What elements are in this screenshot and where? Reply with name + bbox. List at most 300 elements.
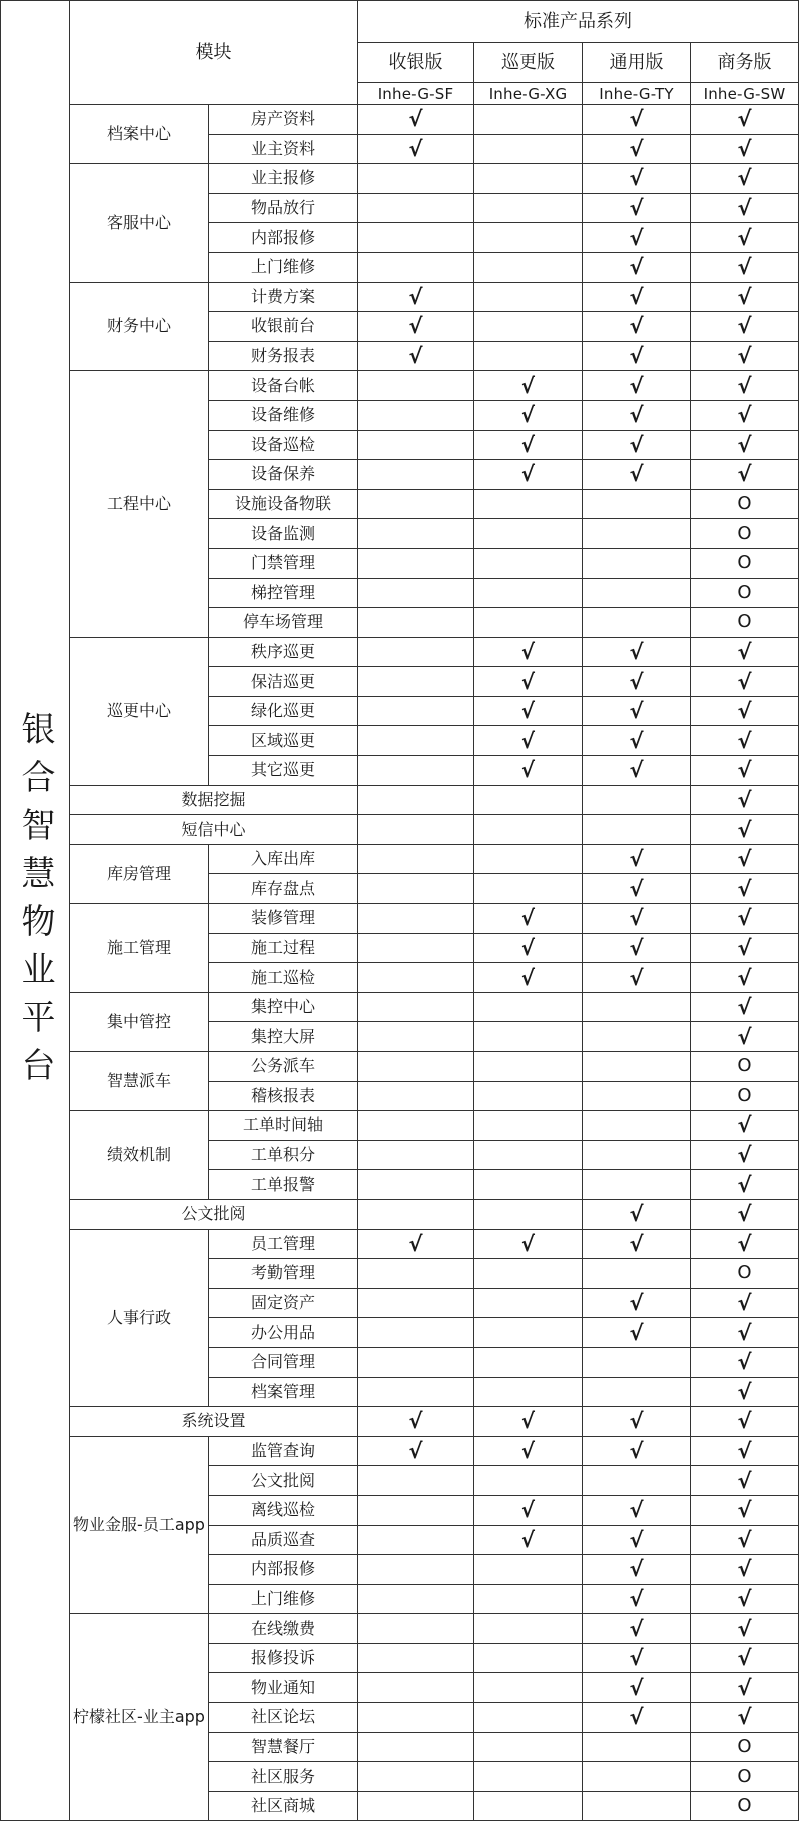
feature-name-cell: 社区论坛 bbox=[209, 1703, 358, 1733]
feature-name-cell: 秩序巡更 bbox=[209, 637, 358, 667]
edition-sf-mark: √ bbox=[358, 134, 474, 164]
edition-sf-mark bbox=[358, 1703, 474, 1733]
edition-ty-mark: √ bbox=[583, 252, 691, 282]
edition-xg-mark bbox=[474, 1081, 583, 1111]
feature-name-cell: 梯控管理 bbox=[209, 578, 358, 608]
edition-sf-mark bbox=[358, 1170, 474, 1200]
table-row bbox=[1, 105, 799, 135]
feature-name-cell: 档案管理 bbox=[209, 1377, 358, 1407]
edition-ty-mark: √ bbox=[583, 1229, 691, 1259]
edition-sw-mark: √ bbox=[691, 371, 799, 401]
table-row bbox=[1, 1199, 799, 1229]
edition-sf-mark bbox=[358, 400, 474, 430]
edition-xg-mark bbox=[474, 164, 583, 194]
edition-sw-mark: √ bbox=[691, 1584, 799, 1614]
feature-name-cell: 报修投诉 bbox=[209, 1643, 358, 1673]
edition-sf-mark bbox=[358, 1791, 474, 1821]
edition-xg-mark: √ bbox=[474, 1229, 583, 1259]
edition-sw-mark: √ bbox=[691, 460, 799, 490]
edition-ty-mark bbox=[583, 1466, 691, 1496]
edition-ty-mark: √ bbox=[583, 874, 691, 904]
edition-xg-mark bbox=[474, 312, 583, 342]
edition-sf-mark bbox=[358, 1288, 474, 1318]
edition-sw-mark: √ bbox=[691, 252, 799, 282]
edition-ty-mark: √ bbox=[583, 371, 691, 401]
edition-sw-mark: √ bbox=[691, 637, 799, 667]
edition-xg-mark: √ bbox=[474, 667, 583, 697]
edition-xg-mark: √ bbox=[474, 963, 583, 993]
edition-sw-mark: √ bbox=[691, 844, 799, 874]
edition-xg-mark bbox=[474, 992, 583, 1022]
edition-ty-mark: √ bbox=[583, 667, 691, 697]
edition-xg-mark: √ bbox=[474, 400, 583, 430]
edition-xg-mark: √ bbox=[474, 756, 583, 786]
edition-sf-mark bbox=[358, 963, 474, 993]
edition-sw-mark: √ bbox=[691, 667, 799, 697]
edition-ty-mark: √ bbox=[583, 134, 691, 164]
edition-sf-mark bbox=[358, 1614, 474, 1644]
edition-xg-mark bbox=[474, 578, 583, 608]
table-row bbox=[1, 637, 799, 667]
feature-name-cell: 房产资料 bbox=[209, 105, 358, 135]
edition-sw-mark: √ bbox=[691, 341, 799, 371]
edition-sw-mark: √ bbox=[691, 1436, 799, 1466]
feature-name-cell: 集控中心 bbox=[209, 992, 358, 1022]
feature-name-cell: 内部报修 bbox=[209, 223, 358, 253]
feature-name-cell: 监管查询 bbox=[209, 1436, 358, 1466]
edition-sf-mark bbox=[358, 1643, 474, 1673]
edition-sw-mark: √ bbox=[691, 785, 799, 815]
edition-ty-mark: √ bbox=[583, 312, 691, 342]
edition-ty-mark: √ bbox=[583, 105, 691, 135]
feature-name-cell: 施工巡检 bbox=[209, 963, 358, 993]
edition-xg-mark bbox=[474, 519, 583, 549]
edition-ty-mark: √ bbox=[583, 963, 691, 993]
module-name-cell: 智慧派车 bbox=[70, 1052, 209, 1111]
edition-xg-mark: √ bbox=[474, 430, 583, 460]
feature-name-cell: 在线缴费 bbox=[209, 1614, 358, 1644]
edition-sf-mark bbox=[358, 1584, 474, 1614]
edition-code-ty: Inhe-G-TY bbox=[583, 83, 691, 105]
edition-sw-mark: √ bbox=[691, 400, 799, 430]
module-name-cell: 柠檬社区-业主app bbox=[70, 1614, 209, 1821]
feature-name-cell: 办公用品 bbox=[209, 1318, 358, 1348]
edition-sw-mark: O bbox=[691, 1081, 799, 1111]
edition-ty-mark: √ bbox=[583, 637, 691, 667]
table-row bbox=[1, 1052, 799, 1082]
edition-sw-mark: O bbox=[691, 489, 799, 519]
edition-sf-mark bbox=[358, 223, 474, 253]
edition-ty-mark: √ bbox=[583, 1407, 691, 1437]
edition-sw-mark: √ bbox=[691, 904, 799, 934]
edition-xg-mark bbox=[474, 1791, 583, 1821]
edition-sw-mark: √ bbox=[691, 1199, 799, 1229]
table-row bbox=[1, 1436, 799, 1466]
edition-sf-mark bbox=[358, 371, 474, 401]
edition-xg-mark bbox=[474, 282, 583, 312]
edition-sw-mark: O bbox=[691, 1732, 799, 1762]
feature-name-cell: 品质巡查 bbox=[209, 1525, 358, 1555]
module-name-cell: 档案中心 bbox=[70, 105, 209, 164]
edition-xg-mark: √ bbox=[474, 637, 583, 667]
edition-ty-mark: √ bbox=[583, 193, 691, 223]
edition-sf-mark bbox=[358, 1081, 474, 1111]
edition-xg-mark bbox=[474, 1052, 583, 1082]
edition-ty-mark bbox=[583, 1347, 691, 1377]
edition-ty-mark: √ bbox=[583, 164, 691, 194]
edition-sf-mark bbox=[358, 193, 474, 223]
edition-ty-mark bbox=[583, 608, 691, 638]
table-row bbox=[1, 844, 799, 874]
feature-name-cell: 工单积分 bbox=[209, 1140, 358, 1170]
edition-sf-mark: √ bbox=[358, 282, 474, 312]
edition-xg-mark: √ bbox=[474, 1495, 583, 1525]
edition-xg-mark bbox=[474, 1259, 583, 1289]
edition-sw-mark: O bbox=[691, 1052, 799, 1082]
edition-sw-mark: O bbox=[691, 1791, 799, 1821]
edition-xg-mark: √ bbox=[474, 460, 583, 490]
feature-name-cell: 设备巡检 bbox=[209, 430, 358, 460]
edition-sw-mark: √ bbox=[691, 874, 799, 904]
module-name-cell: 施工管理 bbox=[70, 904, 209, 993]
feature-name-cell: 业主资料 bbox=[209, 134, 358, 164]
edition-sf-mark bbox=[358, 1140, 474, 1170]
edition-sw-mark: √ bbox=[691, 1229, 799, 1259]
edition-ty-mark bbox=[583, 489, 691, 519]
edition-xg-mark bbox=[474, 1643, 583, 1673]
table-row bbox=[1, 1229, 799, 1259]
edition-name-xg: 巡更版 bbox=[474, 43, 583, 83]
feature-name-cell: 计费方案 bbox=[209, 282, 358, 312]
edition-code-xg: Inhe-G-XG bbox=[474, 83, 583, 105]
feature-name-cell: 集控大屏 bbox=[209, 1022, 358, 1052]
edition-ty-mark: √ bbox=[583, 1703, 691, 1733]
feature-name-cell: 公务派车 bbox=[209, 1052, 358, 1082]
feature-name-cell: 停车场管理 bbox=[209, 608, 358, 638]
feature-name-cell: 入库出库 bbox=[209, 844, 358, 874]
feature-name-cell: 设备台帐 bbox=[209, 371, 358, 401]
edition-xg-mark bbox=[474, 548, 583, 578]
edition-ty-mark: √ bbox=[583, 844, 691, 874]
edition-sw-mark: √ bbox=[691, 164, 799, 194]
feature-name-cell: 智慧餐厅 bbox=[209, 1732, 358, 1762]
edition-xg-mark bbox=[474, 1140, 583, 1170]
edition-xg-mark bbox=[474, 1614, 583, 1644]
feature-name-cell: 装修管理 bbox=[209, 904, 358, 934]
edition-ty-mark: √ bbox=[583, 1436, 691, 1466]
table-row bbox=[1, 164, 799, 194]
platform-title bbox=[1, 1, 70, 1821]
edition-sw-mark: O bbox=[691, 608, 799, 638]
edition-sw-mark: √ bbox=[691, 1555, 799, 1585]
edition-sf-mark bbox=[358, 578, 474, 608]
edition-xg-mark bbox=[474, 1762, 583, 1792]
module-name-cell: 工程中心 bbox=[70, 371, 209, 637]
module-name-cell: 绩效机制 bbox=[70, 1111, 209, 1200]
feature-name-cell: 内部报修 bbox=[209, 1555, 358, 1585]
feature-name-cell: 离线巡检 bbox=[209, 1495, 358, 1525]
module-header: 模块 bbox=[70, 1, 358, 105]
edition-sf-mark bbox=[358, 1199, 474, 1229]
edition-name-sf: 收银版 bbox=[358, 43, 474, 83]
edition-ty-mark: √ bbox=[583, 726, 691, 756]
edition-sf-mark bbox=[358, 1318, 474, 1348]
edition-sf-mark bbox=[358, 696, 474, 726]
edition-sf-mark bbox=[358, 1259, 474, 1289]
edition-ty-mark: √ bbox=[583, 1614, 691, 1644]
edition-sw-mark: √ bbox=[691, 1022, 799, 1052]
edition-sf-mark bbox=[358, 933, 474, 963]
edition-sf-mark: √ bbox=[358, 1436, 474, 1466]
feature-name-cell: 考勤管理 bbox=[209, 1259, 358, 1289]
edition-ty-mark bbox=[583, 1377, 691, 1407]
table-row bbox=[1, 1407, 799, 1437]
module-name-cell: 短信中心 bbox=[70, 815, 358, 845]
edition-name-ty: 通用版 bbox=[583, 43, 691, 83]
feature-name-cell: 区域巡更 bbox=[209, 726, 358, 756]
edition-sf-mark: √ bbox=[358, 341, 474, 371]
module-name-cell: 库房管理 bbox=[70, 844, 209, 903]
edition-ty-mark bbox=[583, 1732, 691, 1762]
edition-xg-mark: √ bbox=[474, 726, 583, 756]
module-name-cell: 客服中心 bbox=[70, 164, 209, 282]
edition-sw-mark: √ bbox=[691, 992, 799, 1022]
edition-sw-mark: O bbox=[691, 548, 799, 578]
edition-sw-mark: √ bbox=[691, 1140, 799, 1170]
edition-ty-mark: √ bbox=[583, 1199, 691, 1229]
feature-name-cell: 固定资产 bbox=[209, 1288, 358, 1318]
edition-code-sw: Inhe-G-SW bbox=[691, 83, 799, 105]
edition-sf-mark: √ bbox=[358, 312, 474, 342]
edition-sw-mark: √ bbox=[691, 1703, 799, 1733]
edition-sf-mark bbox=[358, 1732, 474, 1762]
edition-xg-mark: √ bbox=[474, 1436, 583, 1466]
edition-sw-mark: √ bbox=[691, 1318, 799, 1348]
edition-ty-mark bbox=[583, 1170, 691, 1200]
table-row bbox=[1, 785, 799, 815]
edition-ty-mark: √ bbox=[583, 1555, 691, 1585]
edition-xg-mark bbox=[474, 844, 583, 874]
feature-name-cell: 库存盘点 bbox=[209, 874, 358, 904]
edition-sf-mark bbox=[358, 667, 474, 697]
edition-xg-mark bbox=[474, 193, 583, 223]
edition-sf-mark bbox=[358, 430, 474, 460]
feature-name-cell: 工单时间轴 bbox=[209, 1111, 358, 1141]
platform-title-text: 银合智慧物业平台 bbox=[15, 711, 55, 1096]
edition-xg-mark bbox=[474, 785, 583, 815]
edition-sf-mark bbox=[358, 548, 474, 578]
edition-ty-mark: √ bbox=[583, 223, 691, 253]
edition-sf-mark bbox=[358, 1495, 474, 1525]
feature-name-cell: 其它巡更 bbox=[209, 756, 358, 786]
edition-xg-mark bbox=[474, 1199, 583, 1229]
edition-xg-mark bbox=[474, 1022, 583, 1052]
edition-ty-mark bbox=[583, 1791, 691, 1821]
edition-xg-mark bbox=[474, 1555, 583, 1585]
edition-sw-mark: √ bbox=[691, 1466, 799, 1496]
edition-xg-mark: √ bbox=[474, 371, 583, 401]
edition-xg-mark bbox=[474, 1347, 583, 1377]
edition-sf-mark bbox=[358, 1525, 474, 1555]
feature-name-cell: 合同管理 bbox=[209, 1347, 358, 1377]
edition-sf-mark bbox=[358, 1673, 474, 1703]
edition-ty-mark bbox=[583, 519, 691, 549]
edition-sf-mark bbox=[358, 844, 474, 874]
edition-sw-mark: √ bbox=[691, 1495, 799, 1525]
edition-sw-mark: √ bbox=[691, 312, 799, 342]
edition-xg-mark: √ bbox=[474, 904, 583, 934]
edition-name-sw: 商务版 bbox=[691, 43, 799, 83]
feature-name-cell: 上门维修 bbox=[209, 252, 358, 282]
edition-xg-mark bbox=[474, 252, 583, 282]
module-name-cell: 物业金服-员工app bbox=[70, 1436, 209, 1614]
edition-sf-mark bbox=[358, 874, 474, 904]
edition-ty-mark: √ bbox=[583, 1318, 691, 1348]
edition-xg-mark bbox=[474, 1703, 583, 1733]
feature-name-cell: 物品放行 bbox=[209, 193, 358, 223]
edition-ty-mark: √ bbox=[583, 460, 691, 490]
edition-sf-mark bbox=[358, 608, 474, 638]
feature-name-cell: 物业通知 bbox=[209, 1673, 358, 1703]
feature-name-cell: 施工过程 bbox=[209, 933, 358, 963]
module-name-cell: 数据挖掘 bbox=[70, 785, 358, 815]
edition-sw-mark: √ bbox=[691, 193, 799, 223]
edition-ty-mark: √ bbox=[583, 904, 691, 934]
edition-sf-mark bbox=[358, 1762, 474, 1792]
edition-sf-mark bbox=[358, 904, 474, 934]
table-row bbox=[1, 815, 799, 845]
edition-sw-mark: √ bbox=[691, 1614, 799, 1644]
module-name-cell: 公文批阅 bbox=[70, 1199, 358, 1229]
edition-xg-mark: √ bbox=[474, 1407, 583, 1437]
edition-ty-mark bbox=[583, 1081, 691, 1111]
edition-sw-mark: √ bbox=[691, 282, 799, 312]
edition-sf-mark bbox=[358, 992, 474, 1022]
edition-ty-mark bbox=[583, 1052, 691, 1082]
edition-ty-mark: √ bbox=[583, 1673, 691, 1703]
edition-ty-mark bbox=[583, 548, 691, 578]
edition-sf-mark bbox=[358, 785, 474, 815]
edition-ty-mark: √ bbox=[583, 1288, 691, 1318]
feature-name-cell: 社区商城 bbox=[209, 1791, 358, 1821]
table-row bbox=[1, 1614, 799, 1644]
edition-sw-mark: √ bbox=[691, 134, 799, 164]
edition-ty-mark bbox=[583, 815, 691, 845]
edition-sw-mark: O bbox=[691, 519, 799, 549]
edition-code-sf: Inhe-G-SF bbox=[358, 83, 474, 105]
feature-name-cell: 上门维修 bbox=[209, 1584, 358, 1614]
edition-ty-mark bbox=[583, 1022, 691, 1052]
edition-sf-mark bbox=[358, 489, 474, 519]
edition-ty-mark: √ bbox=[583, 756, 691, 786]
feature-name-cell: 绿化巡更 bbox=[209, 696, 358, 726]
feature-name-cell: 设备维修 bbox=[209, 400, 358, 430]
edition-ty-mark bbox=[583, 578, 691, 608]
edition-sf-mark bbox=[358, 1022, 474, 1052]
series-header: 标准产品系列 bbox=[358, 1, 799, 43]
edition-ty-mark bbox=[583, 1140, 691, 1170]
feature-name-cell: 公文批阅 bbox=[209, 1466, 358, 1496]
edition-sf-mark bbox=[358, 1377, 474, 1407]
edition-sf-mark bbox=[358, 1555, 474, 1585]
feature-name-cell: 保洁巡更 bbox=[209, 667, 358, 697]
edition-xg-mark: √ bbox=[474, 696, 583, 726]
edition-xg-mark bbox=[474, 874, 583, 904]
table-row bbox=[1, 282, 799, 312]
feature-name-cell: 稽核报表 bbox=[209, 1081, 358, 1111]
edition-sw-mark: √ bbox=[691, 1170, 799, 1200]
edition-ty-mark: √ bbox=[583, 696, 691, 726]
edition-xg-mark bbox=[474, 1111, 583, 1141]
edition-xg-mark: √ bbox=[474, 1525, 583, 1555]
edition-sw-mark: √ bbox=[691, 223, 799, 253]
edition-sw-mark: √ bbox=[691, 1347, 799, 1377]
edition-sf-mark bbox=[358, 1347, 474, 1377]
edition-xg-mark bbox=[474, 815, 583, 845]
module-name-cell: 财务中心 bbox=[70, 282, 209, 371]
edition-xg-mark bbox=[474, 1377, 583, 1407]
feature-name-cell: 门禁管理 bbox=[209, 548, 358, 578]
table-row bbox=[1, 904, 799, 934]
edition-ty-mark: √ bbox=[583, 282, 691, 312]
edition-sw-mark: √ bbox=[691, 430, 799, 460]
feature-name-cell: 业主报修 bbox=[209, 164, 358, 194]
edition-sf-mark bbox=[358, 1466, 474, 1496]
edition-sw-mark: √ bbox=[691, 963, 799, 993]
feature-name-cell: 员工管理 bbox=[209, 1229, 358, 1259]
edition-sw-mark: √ bbox=[691, 726, 799, 756]
edition-sf-mark: √ bbox=[358, 1407, 474, 1437]
edition-sw-mark: √ bbox=[691, 696, 799, 726]
edition-sf-mark bbox=[358, 637, 474, 667]
feature-name-cell: 设备监测 bbox=[209, 519, 358, 549]
edition-sw-mark: √ bbox=[691, 1673, 799, 1703]
edition-sf-mark bbox=[358, 252, 474, 282]
edition-ty-mark: √ bbox=[583, 400, 691, 430]
edition-sw-mark: √ bbox=[691, 1525, 799, 1555]
edition-sw-mark: √ bbox=[691, 756, 799, 786]
edition-xg-mark bbox=[474, 1318, 583, 1348]
edition-sw-mark: √ bbox=[691, 1377, 799, 1407]
edition-sw-mark: √ bbox=[691, 1111, 799, 1141]
edition-ty-mark: √ bbox=[583, 1643, 691, 1673]
edition-xg-mark bbox=[474, 1170, 583, 1200]
feature-name-cell: 收银前台 bbox=[209, 312, 358, 342]
edition-ty-mark bbox=[583, 785, 691, 815]
edition-sf-mark bbox=[358, 1052, 474, 1082]
edition-xg-mark: √ bbox=[474, 933, 583, 963]
edition-ty-mark: √ bbox=[583, 1584, 691, 1614]
edition-sf-mark bbox=[358, 460, 474, 490]
feature-name-cell: 社区服务 bbox=[209, 1762, 358, 1792]
edition-ty-mark: √ bbox=[583, 1525, 691, 1555]
edition-xg-mark bbox=[474, 1584, 583, 1614]
edition-ty-mark: √ bbox=[583, 933, 691, 963]
edition-sf-mark bbox=[358, 726, 474, 756]
table-row bbox=[1, 1111, 799, 1141]
edition-sw-mark: √ bbox=[691, 933, 799, 963]
edition-xg-mark bbox=[474, 1732, 583, 1762]
edition-sf-mark bbox=[358, 815, 474, 845]
edition-sw-mark: √ bbox=[691, 1288, 799, 1318]
edition-ty-mark bbox=[583, 1762, 691, 1792]
feature-name-cell: 设施设备物联 bbox=[209, 489, 358, 519]
edition-xg-mark bbox=[474, 1466, 583, 1496]
edition-xg-mark bbox=[474, 1673, 583, 1703]
table-row bbox=[1, 992, 799, 1022]
edition-ty-mark bbox=[583, 1111, 691, 1141]
edition-sf-mark bbox=[358, 519, 474, 549]
